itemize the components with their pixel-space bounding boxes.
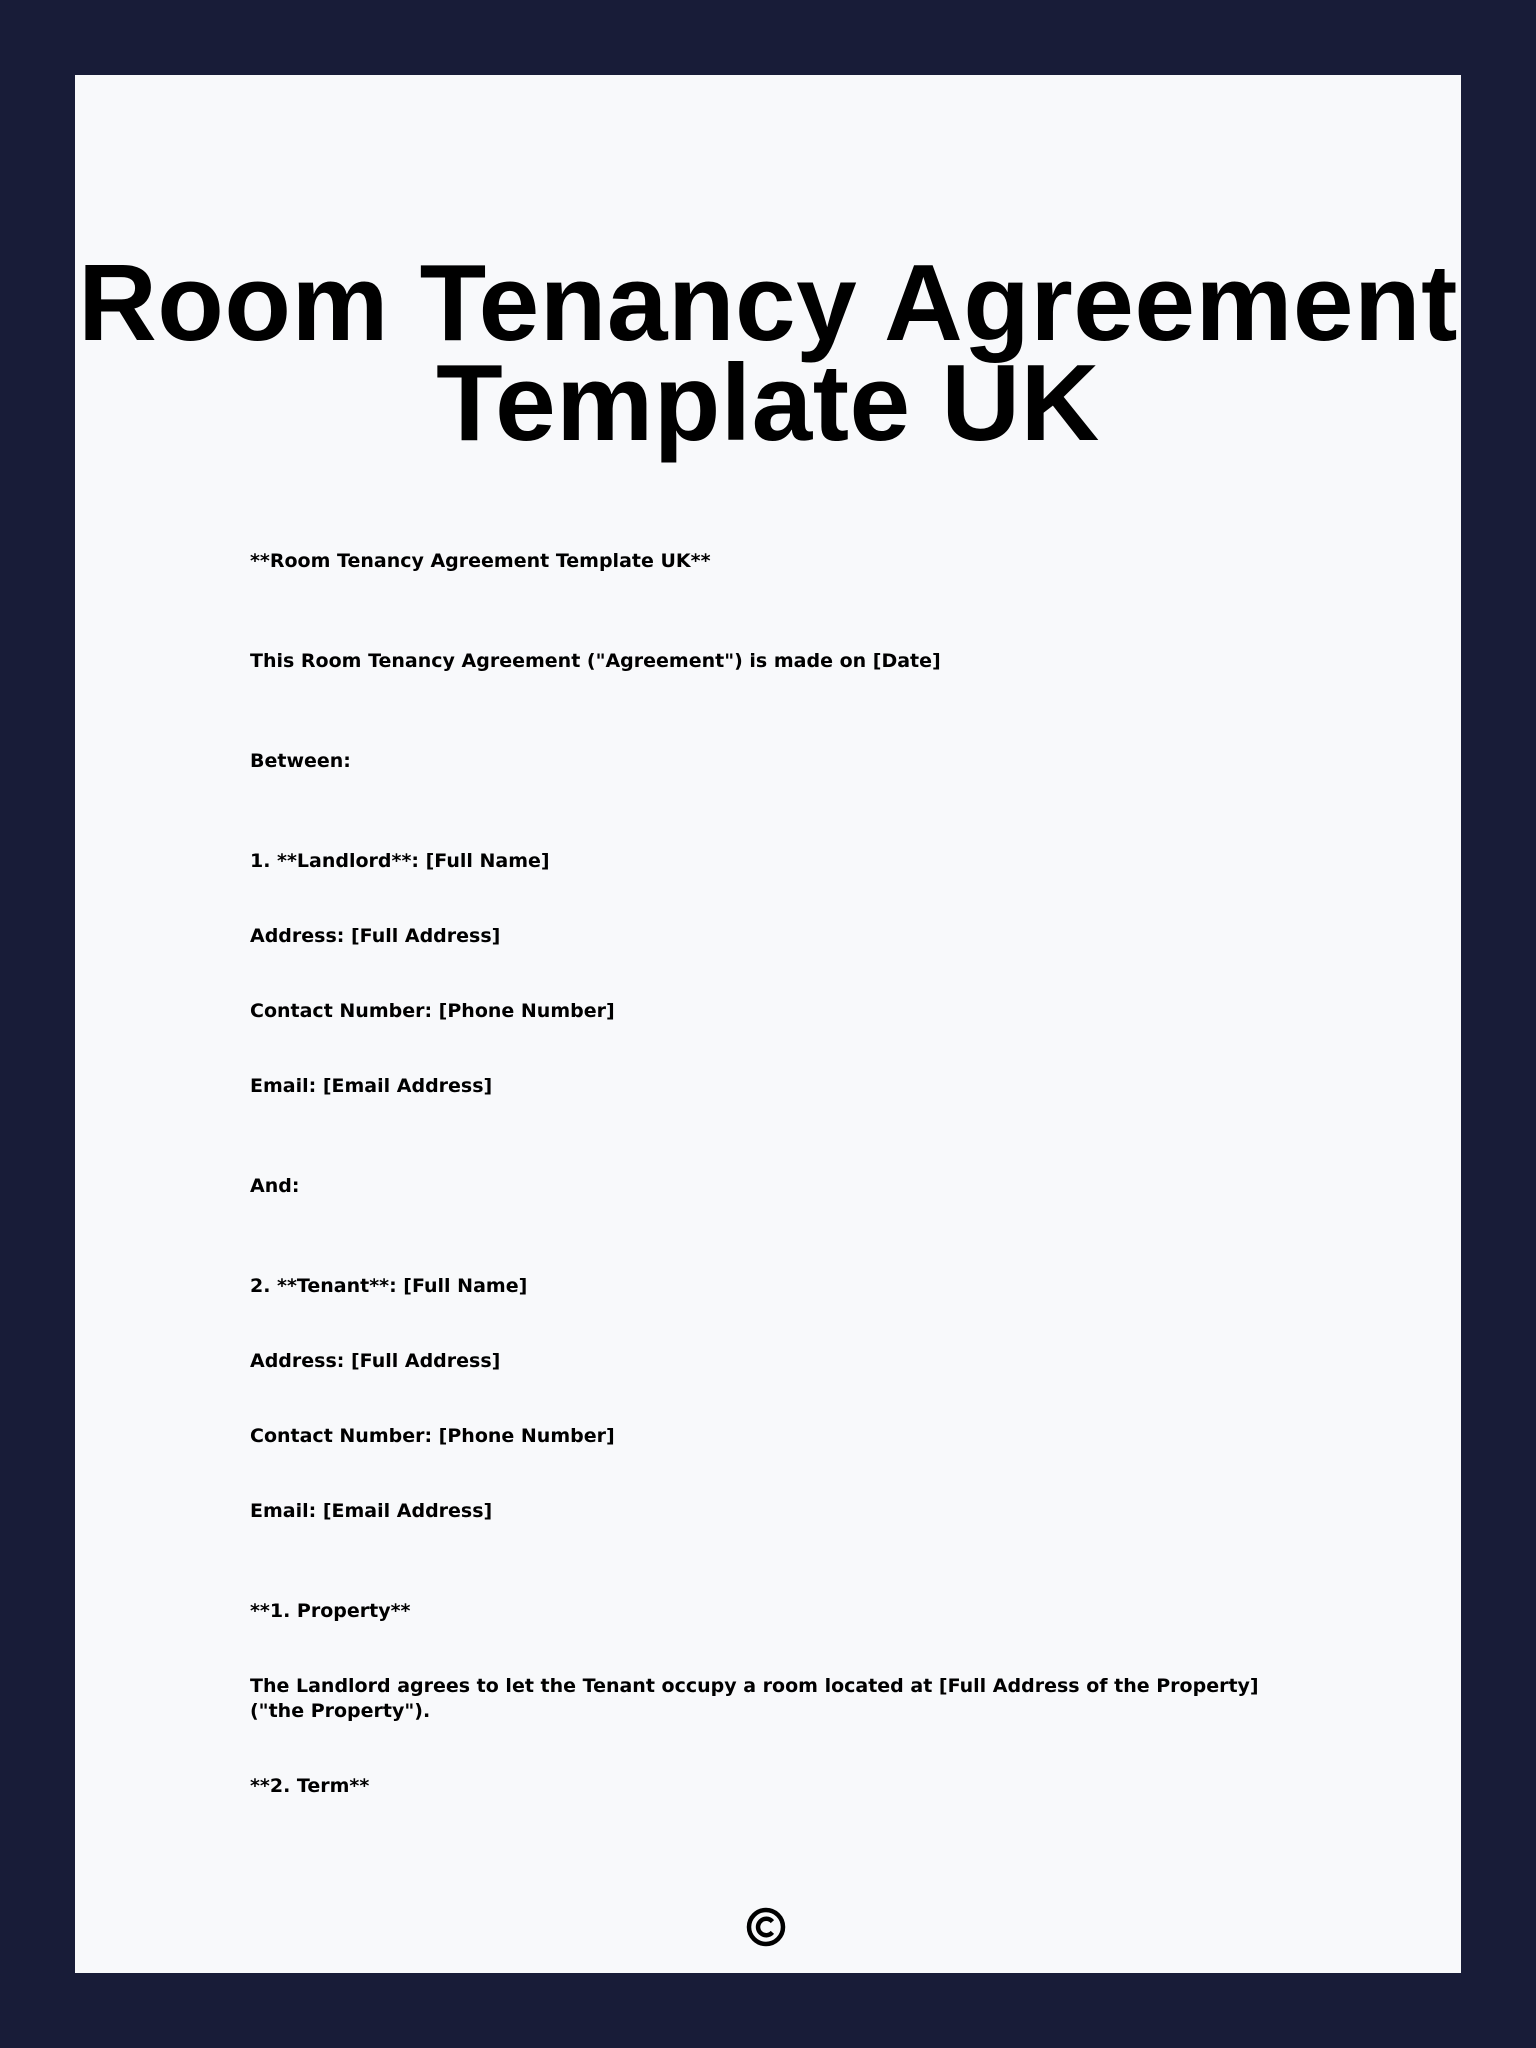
landlord-name: 1. **Landlord**: [Full Name]: [250, 850, 550, 872]
between-label: Between:: [250, 750, 351, 772]
term-heading: **2. Term**: [250, 1775, 370, 1797]
tenant-address: Address: [Full Address]: [250, 1350, 501, 1372]
document-heading: **Room Tenancy Agreement Template UK**: [250, 550, 711, 572]
landlord-address: Address: [Full Address]: [250, 925, 501, 947]
landlord-email: Email: [Email Address]: [250, 1075, 493, 1097]
property-heading: **1. Property**: [250, 1600, 411, 1622]
tenant-phone: Contact Number: [Phone Number]: [250, 1425, 615, 1447]
document-title: Room Tenancy Agreement Template UK: [78, 242, 1458, 464]
property-clause: The Landlord agrees to let the Tenant occupy a room located at [Full Address of the Property] ("the Property").: [250, 1675, 1259, 1722]
agreement-intro: This Room Tenancy Agreement ("Agreement") is made on [Date]: [250, 650, 941, 672]
tenant-name: 2. **Tenant**: [Full Name]: [250, 1275, 528, 1297]
and-label: And:: [250, 1175, 300, 1197]
tenant-email: Email: [Email Address]: [250, 1500, 493, 1522]
landlord-phone: Contact Number: [Phone Number]: [250, 1000, 615, 1022]
document-page: [75, 75, 1461, 1973]
copyright-icon: [744, 1905, 788, 1949]
